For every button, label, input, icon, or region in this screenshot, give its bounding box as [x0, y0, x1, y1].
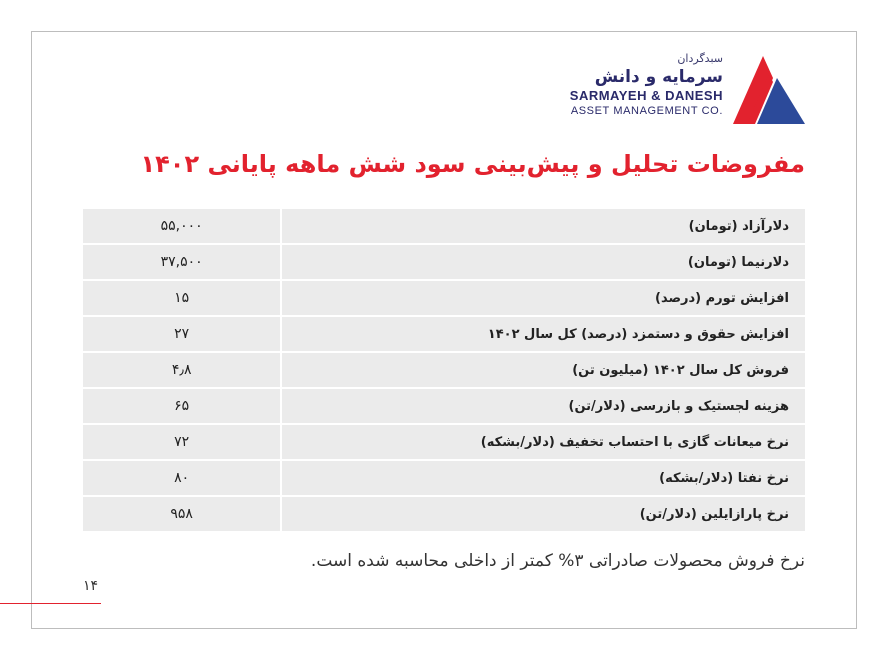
- row-value: ۵۵,۰۰۰: [83, 209, 281, 244]
- row-label: هزینه لجستیک و بازرسی (دلار/تن): [281, 388, 805, 424]
- logo-english-subtitle: ASSET MANAGEMENT CO.: [570, 105, 723, 117]
- table-row: [83, 244, 805, 280]
- row-value: ۳۷,۵۰۰: [83, 244, 281, 280]
- table-row: [83, 280, 805, 316]
- table-row: [83, 460, 805, 496]
- row-label: نرخ میعانات گازی با احتساب تخفیف (دلار/بشکه): [281, 424, 805, 460]
- row-value: ۲۷: [83, 316, 281, 352]
- assumptions-table: [83, 209, 805, 533]
- table-row: [83, 424, 805, 460]
- row-label: افزایش تورم (درصد): [281, 280, 805, 316]
- row-value: ۸۰: [83, 460, 281, 496]
- row-value: ۶۵: [83, 388, 281, 424]
- row-value: ۷۲: [83, 424, 281, 460]
- table-row: [83, 316, 805, 352]
- row-label: دلارآزاد (تومان): [281, 209, 805, 244]
- logo-english-name: SARMAYEH & DANESH: [569, 88, 723, 103]
- company-logo-icon: [733, 56, 805, 124]
- row-label: نرخ نفتا (دلار/بشکه): [281, 460, 805, 496]
- company-logo-text: [503, 52, 723, 118]
- table-row: [83, 496, 805, 532]
- page-title: مفروضات تحلیل و پیش‌بینی سود شش ماهه پایانی ۱۴۰۲: [140, 150, 805, 178]
- table-row: [83, 352, 805, 388]
- row-label: نرخ پارازایلین (دلار/تن): [281, 496, 805, 532]
- table-row: [83, 388, 805, 424]
- logo-persian-name: سرمایه و دانش: [594, 67, 723, 87]
- row-label: فروش کل سال ۱۴۰۲ (میلیون تن): [281, 352, 805, 388]
- row-value: ۴٫۸: [83, 352, 281, 388]
- row-value: ۹۵۸: [83, 496, 281, 532]
- page-number: ۱۴: [83, 578, 99, 594]
- row-label: افزایش حقوق و دستمزد (درصد) کل سال ۱۴۰۲: [281, 316, 805, 352]
- logo-persian-subtitle: سبدگردان: [677, 52, 723, 65]
- row-value: ۱۵: [83, 280, 281, 316]
- table-row: [83, 209, 805, 244]
- row-label: دلارنیما (تومان): [281, 244, 805, 280]
- decorative-divider: [0, 603, 101, 604]
- footnote: نرخ فروش محصولات صادراتی ۳% کمتر از داخلی محاسبه شده است.: [310, 551, 805, 571]
